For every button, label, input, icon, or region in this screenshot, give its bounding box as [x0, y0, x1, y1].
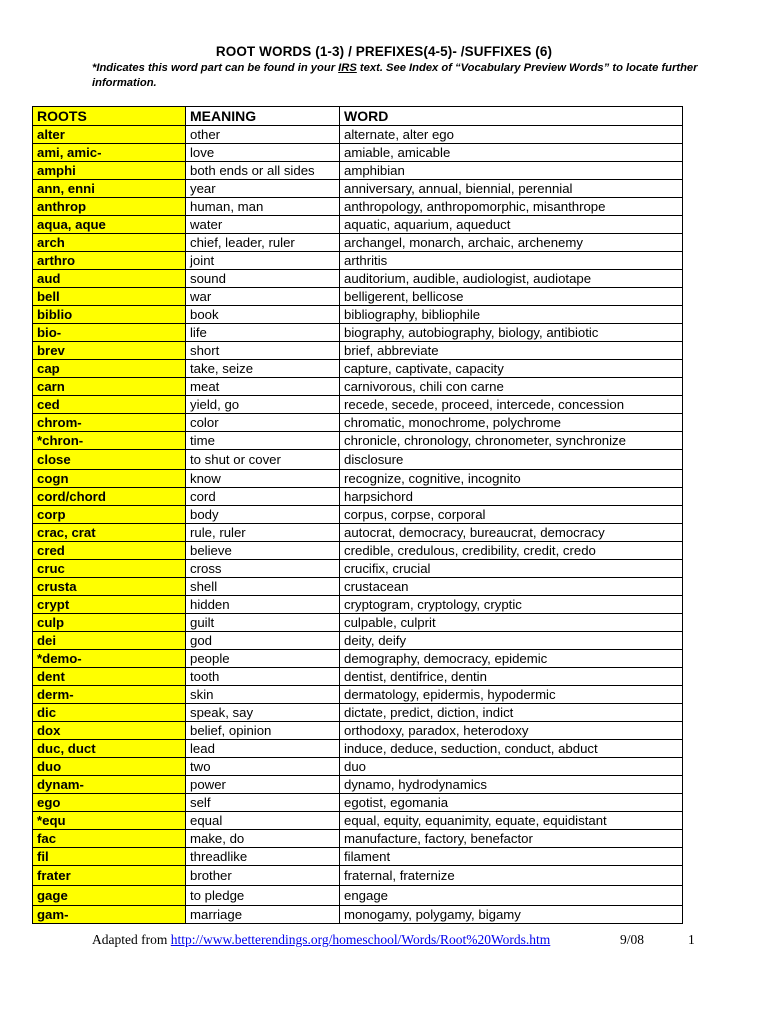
- meaning-cell: to shut or cover: [186, 450, 340, 470]
- root-cell: close: [33, 450, 186, 470]
- table-row: [33, 560, 683, 578]
- root-cell: gage: [33, 886, 186, 906]
- meaning-cell: power: [186, 776, 340, 794]
- table-row: [33, 704, 683, 722]
- word-cell: amphibian: [340, 162, 683, 180]
- root-cell: cogn: [33, 470, 186, 488]
- table-row: [33, 198, 683, 216]
- footer-adapted-label: Adapted from: [92, 932, 168, 947]
- root-cell: *demo-: [33, 650, 186, 668]
- word-cell: equal, equity, equanimity, equate, equidistant: [340, 812, 683, 830]
- meaning-cell: rule, ruler: [186, 524, 340, 542]
- word-cell: induce, deduce, seduction, conduct, abduct: [340, 740, 683, 758]
- root-cell: carn: [33, 378, 186, 396]
- word-cell: aquatic, aquarium, aqueduct: [340, 216, 683, 234]
- table-row: [33, 180, 683, 198]
- word-cell: deity, deify: [340, 632, 683, 650]
- table-row: [33, 342, 683, 360]
- table-row: [33, 470, 683, 488]
- root-cell: frater: [33, 866, 186, 886]
- word-cell: archangel, monarch, archaic, archenemy: [340, 234, 683, 252]
- table-row: [33, 794, 683, 812]
- word-cell: orthodoxy, paradox, heterodoxy: [340, 722, 683, 740]
- column-header-word: WORD: [340, 107, 683, 126]
- root-cell: alter: [33, 126, 186, 144]
- root-cell: culp: [33, 614, 186, 632]
- word-cell: credible, credulous, credibility, credit, credo: [340, 542, 683, 560]
- table-row: [33, 596, 683, 614]
- word-cell: harpsichord: [340, 488, 683, 506]
- meaning-cell: sound: [186, 270, 340, 288]
- meaning-cell: to pledge: [186, 886, 340, 906]
- table-row: [33, 830, 683, 848]
- table-row: [33, 506, 683, 524]
- meaning-cell: other: [186, 126, 340, 144]
- table-row: [33, 324, 683, 342]
- meaning-cell: year: [186, 180, 340, 198]
- word-cell: demography, democracy, epidemic: [340, 650, 683, 668]
- root-cell: dynam-: [33, 776, 186, 794]
- table-row: [33, 162, 683, 180]
- note-irs: IRS: [338, 62, 357, 74]
- root-cell: bio-: [33, 324, 186, 342]
- meaning-cell: water: [186, 216, 340, 234]
- footer-date: 9/08: [620, 932, 645, 947]
- root-cell: dic: [33, 704, 186, 722]
- meaning-cell: marriage: [186, 906, 340, 924]
- page-number: 1: [688, 932, 695, 947]
- root-cell: fac: [33, 830, 186, 848]
- word-cell: brief, abbreviate: [340, 342, 683, 360]
- word-cell: crucifix, crucial: [340, 560, 683, 578]
- root-cell: *chron-: [33, 432, 186, 450]
- meaning-cell: self: [186, 794, 340, 812]
- table-row: [33, 144, 683, 162]
- table-row: [33, 740, 683, 758]
- note-text-before: *Indicates this word part can be found in your: [92, 62, 339, 74]
- table-row: [33, 524, 683, 542]
- root-cell: brev: [33, 342, 186, 360]
- root-cell: dox: [33, 722, 186, 740]
- table-row: [33, 360, 683, 378]
- table-row: [33, 488, 683, 506]
- root-cell: *equ: [33, 812, 186, 830]
- meaning-cell: skin: [186, 686, 340, 704]
- meaning-cell: love: [186, 144, 340, 162]
- table-row: [33, 848, 683, 866]
- vocabulary-table: [32, 106, 683, 924]
- table-row: [33, 306, 683, 324]
- meaning-cell: life: [186, 324, 340, 342]
- meaning-cell: two: [186, 758, 340, 776]
- table-row: [33, 722, 683, 740]
- meaning-cell: god: [186, 632, 340, 650]
- word-cell: cryptogram, cryptology, cryptic: [340, 596, 683, 614]
- word-cell: disclosure: [340, 450, 683, 470]
- table-row: [33, 632, 683, 650]
- root-cell: derm-: [33, 686, 186, 704]
- root-cell: anthrop: [33, 198, 186, 216]
- table-row: [33, 578, 683, 596]
- meaning-cell: belief, opinion: [186, 722, 340, 740]
- root-cell: duc, duct: [33, 740, 186, 758]
- root-cell: cap: [33, 360, 186, 378]
- meaning-cell: yield, go: [186, 396, 340, 414]
- table-body: [33, 126, 683, 924]
- word-cell: dentist, dentifrice, dentin: [340, 668, 683, 686]
- word-cell: dermatology, epidermis, hypodermic: [340, 686, 683, 704]
- word-cell: fraternal, fraternize: [340, 866, 683, 886]
- header-note: [92, 61, 732, 91]
- meaning-cell: guilt: [186, 614, 340, 632]
- meaning-cell: brother: [186, 866, 340, 886]
- root-cell: gam-: [33, 906, 186, 924]
- meaning-cell: equal: [186, 812, 340, 830]
- meaning-cell: hidden: [186, 596, 340, 614]
- table-row: [33, 758, 683, 776]
- word-cell: arthritis: [340, 252, 683, 270]
- table-row: [33, 650, 683, 668]
- table-row: [33, 812, 683, 830]
- root-cell: ced: [33, 396, 186, 414]
- word-cell: corpus, corpse, corporal: [340, 506, 683, 524]
- root-cell: cruc: [33, 560, 186, 578]
- word-cell: capture, captivate, capacity: [340, 360, 683, 378]
- word-cell: anniversary, annual, biennial, perennial: [340, 180, 683, 198]
- root-cell: fil: [33, 848, 186, 866]
- meaning-cell: threadlike: [186, 848, 340, 866]
- footer-source: [92, 932, 550, 948]
- root-cell: crac, crat: [33, 524, 186, 542]
- root-cell: ego: [33, 794, 186, 812]
- meaning-cell: war: [186, 288, 340, 306]
- table-row: [33, 414, 683, 432]
- root-cell: ami, amic-: [33, 144, 186, 162]
- root-cell: aud: [33, 270, 186, 288]
- table-row: [33, 614, 683, 632]
- word-cell: bibliography, bibliophile: [340, 306, 683, 324]
- root-cell: biblio: [33, 306, 186, 324]
- word-cell: recognize, cognitive, incognito: [340, 470, 683, 488]
- word-cell: recede, secede, proceed, intercede, concession: [340, 396, 683, 414]
- meaning-cell: lead: [186, 740, 340, 758]
- table-row: [33, 668, 683, 686]
- table-row: [33, 542, 683, 560]
- word-cell: anthropology, anthropomorphic, misanthrope: [340, 198, 683, 216]
- meaning-cell: human, man: [186, 198, 340, 216]
- meaning-cell: believe: [186, 542, 340, 560]
- meaning-cell: both ends or all sides: [186, 162, 340, 180]
- meaning-cell: cord: [186, 488, 340, 506]
- meaning-cell: body: [186, 506, 340, 524]
- table-row: [33, 270, 683, 288]
- word-cell: dictate, predict, diction, indict: [340, 704, 683, 722]
- root-cell: corp: [33, 506, 186, 524]
- word-cell: chromatic, monochrome, polychrome: [340, 414, 683, 432]
- root-cell: cred: [33, 542, 186, 560]
- word-cell: autocrat, democracy, bureaucrat, democracy: [340, 524, 683, 542]
- meaning-cell: know: [186, 470, 340, 488]
- meaning-cell: cross: [186, 560, 340, 578]
- root-cell: cord/chord: [33, 488, 186, 506]
- table-row: [33, 866, 683, 886]
- table-row: [33, 288, 683, 306]
- table-row: [33, 252, 683, 270]
- root-cell: crypt: [33, 596, 186, 614]
- word-cell: belligerent, bellicose: [340, 288, 683, 306]
- word-cell: engage: [340, 886, 683, 906]
- root-cell: amphi: [33, 162, 186, 180]
- meaning-cell: book: [186, 306, 340, 324]
- word-cell: amiable, amicable: [340, 144, 683, 162]
- word-cell: egotist, egomania: [340, 794, 683, 812]
- root-cell: arthro: [33, 252, 186, 270]
- column-header-roots: ROOTS: [33, 107, 186, 126]
- meaning-cell: time: [186, 432, 340, 450]
- meaning-cell: color: [186, 414, 340, 432]
- root-cell: ann, enni: [33, 180, 186, 198]
- table-row: [33, 396, 683, 414]
- meaning-cell: meat: [186, 378, 340, 396]
- column-header-meaning: MEANING: [186, 107, 340, 126]
- meaning-cell: take, seize: [186, 360, 340, 378]
- word-cell: duo: [340, 758, 683, 776]
- word-cell: biography, autobiography, biology, antibiotic: [340, 324, 683, 342]
- word-cell: culpable, culprit: [340, 614, 683, 632]
- root-cell: chrom-: [33, 414, 186, 432]
- meaning-cell: people: [186, 650, 340, 668]
- table-row: [33, 886, 683, 906]
- table-row: [33, 686, 683, 704]
- word-cell: filament: [340, 848, 683, 866]
- meaning-cell: shell: [186, 578, 340, 596]
- word-cell: alternate, alter ego: [340, 126, 683, 144]
- meaning-cell: speak, say: [186, 704, 340, 722]
- table-row: [33, 450, 683, 470]
- meaning-cell: joint: [186, 252, 340, 270]
- word-cell: monogamy, polygamy, bigamy: [340, 906, 683, 924]
- table-row: [33, 776, 683, 794]
- word-cell: dynamo, hydrodynamics: [340, 776, 683, 794]
- word-cell: carnivorous, chili con carne: [340, 378, 683, 396]
- root-cell: bell: [33, 288, 186, 306]
- root-cell: arch: [33, 234, 186, 252]
- root-cell: dent: [33, 668, 186, 686]
- root-cell: duo: [33, 758, 186, 776]
- root-cell: aqua, aque: [33, 216, 186, 234]
- word-cell: crustacean: [340, 578, 683, 596]
- root-cell: dei: [33, 632, 186, 650]
- page-title: ROOT WORDS (1-3) / PREFIXES(4-5)- /SUFFIXES (6): [215, 44, 553, 59]
- meaning-cell: make, do: [186, 830, 340, 848]
- table-row: [33, 906, 683, 924]
- source-link[interactable]: http://www.betterendings.org/homeschool/Words/Root%20Words.htm: [170, 932, 551, 947]
- word-cell: auditorium, audible, audiologist, audiotape: [340, 270, 683, 288]
- note-text-after: text. See Index of “Vocabulary Preview Words” to locate further information.: [92, 62, 698, 89]
- table-row: [33, 234, 683, 252]
- table-header-row: [33, 107, 683, 126]
- root-cell: crusta: [33, 578, 186, 596]
- meaning-cell: chief, leader, ruler: [186, 234, 340, 252]
- meaning-cell: short: [186, 342, 340, 360]
- word-cell: manufacture, factory, benefactor: [340, 830, 683, 848]
- table-row: [33, 378, 683, 396]
- table-row: [33, 216, 683, 234]
- meaning-cell: tooth: [186, 668, 340, 686]
- table-row: [33, 126, 683, 144]
- word-cell: chronicle, chronology, chronometer, synchronize: [340, 432, 683, 450]
- table-row: [33, 432, 683, 450]
